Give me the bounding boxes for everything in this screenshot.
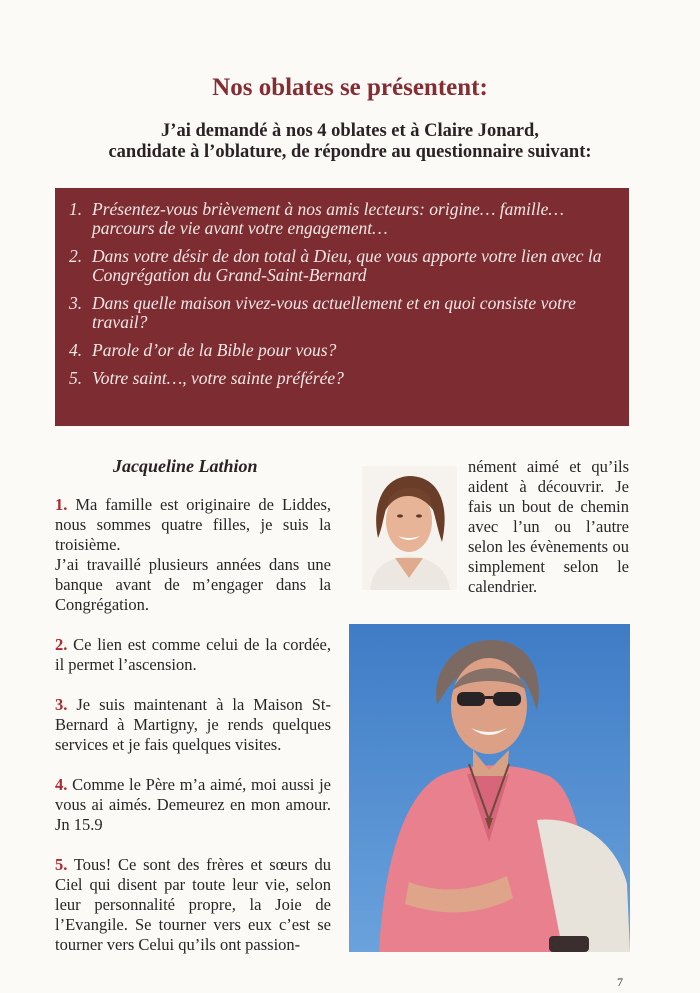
page-number: 7 [617,975,623,989]
question-number: 2. [69,246,83,266]
answer-text: Ma famille est originaire de Liddes, nous sommes quatre filles, je suis la troisième. [55,495,331,554]
question-number: 1. [69,199,83,219]
answer-text: Je suis maintenant à la Maison St-Bernard à Martigny, je rends quelques services et je fais quelques visites. [55,695,332,754]
question-text: Parole d’or de la Bible pour vous? [92,340,337,360]
page-title: Nos oblates se présentent: [212,74,488,101]
answer-text-extra: J’ai travaillé plusieurs années dans une banque avant de m’engager dans la Congrégation. [55,555,331,614]
answer-text: Comme le Père m’a aimé, moi aussi je vous ai aimés. Demeurez en mon amour. Jn 15.9 [55,775,331,834]
answer-number: 4. [55,775,68,794]
question-text: Présentez-vous brièvement à nos amis lecteurs: origine… famille… parcours de vie avant votre engagement… [92,199,564,238]
question-item [69,247,619,285]
answer-5-continuation: nément aimé et qu’ils aident à découvrir. Je fais un bout de chemin avec l’un ou l’autre selon les évènements ou simplement selon le calendrier. [468,457,629,596]
answer-5 [55,855,331,955]
outdoor-illustration [349,624,630,952]
question-text: Votre saint…, votre sainte préférée? [92,368,344,388]
question-text: Dans votre désir de don total à Dieu, que vous apporte votre lien avec la Congrégation du Grand-Saint-Bernard [92,246,602,285]
outdoor-photo [349,624,630,952]
answer-number: 3. [55,695,68,714]
answer-1 [55,495,331,615]
answers-column [55,495,331,975]
question-item [69,200,619,238]
answer-number: 1. [55,495,68,514]
answer-text: Tous! Ce sont des frères et sœurs du Ciel qui disent par toute leur vie, selon leur personnalité propre, la Joie de l’Evangile. Se tourner vers eux c’est se tourner vers Celui qu’ils ont passion- [55,855,332,954]
portrait-photo [362,466,457,590]
person-name: Jacqueline Lathion [113,456,258,476]
intro-line-1: J’ai demandé à nos 4 oblates et à Claire Jonard, [161,121,539,141]
question-number: 5. [69,368,83,388]
answers-continuation-column [468,457,629,597]
question-item [69,369,619,388]
question-item [69,294,619,332]
intro-line-2: candidate à l’oblature, de répondre au questionnaire suivant: [108,142,592,162]
question-number: 4. [69,340,83,360]
answer-4 [55,775,331,835]
portrait-illustration [362,466,457,590]
answer-text: Ce lien est comme celui de la cordée, il permet l’ascension. [55,635,332,674]
intro-text [40,121,660,163]
answer-3 [55,695,331,755]
question-item [69,341,619,360]
questionnaire-box [55,188,629,426]
question-number: 3. [69,293,83,313]
answer-number: 5. [55,855,68,874]
answer-number: 2. [55,635,68,654]
answer-2 [55,635,331,675]
question-text: Dans quelle maison vivez-vous actuellement et en quoi consiste votre travail? [92,293,576,332]
